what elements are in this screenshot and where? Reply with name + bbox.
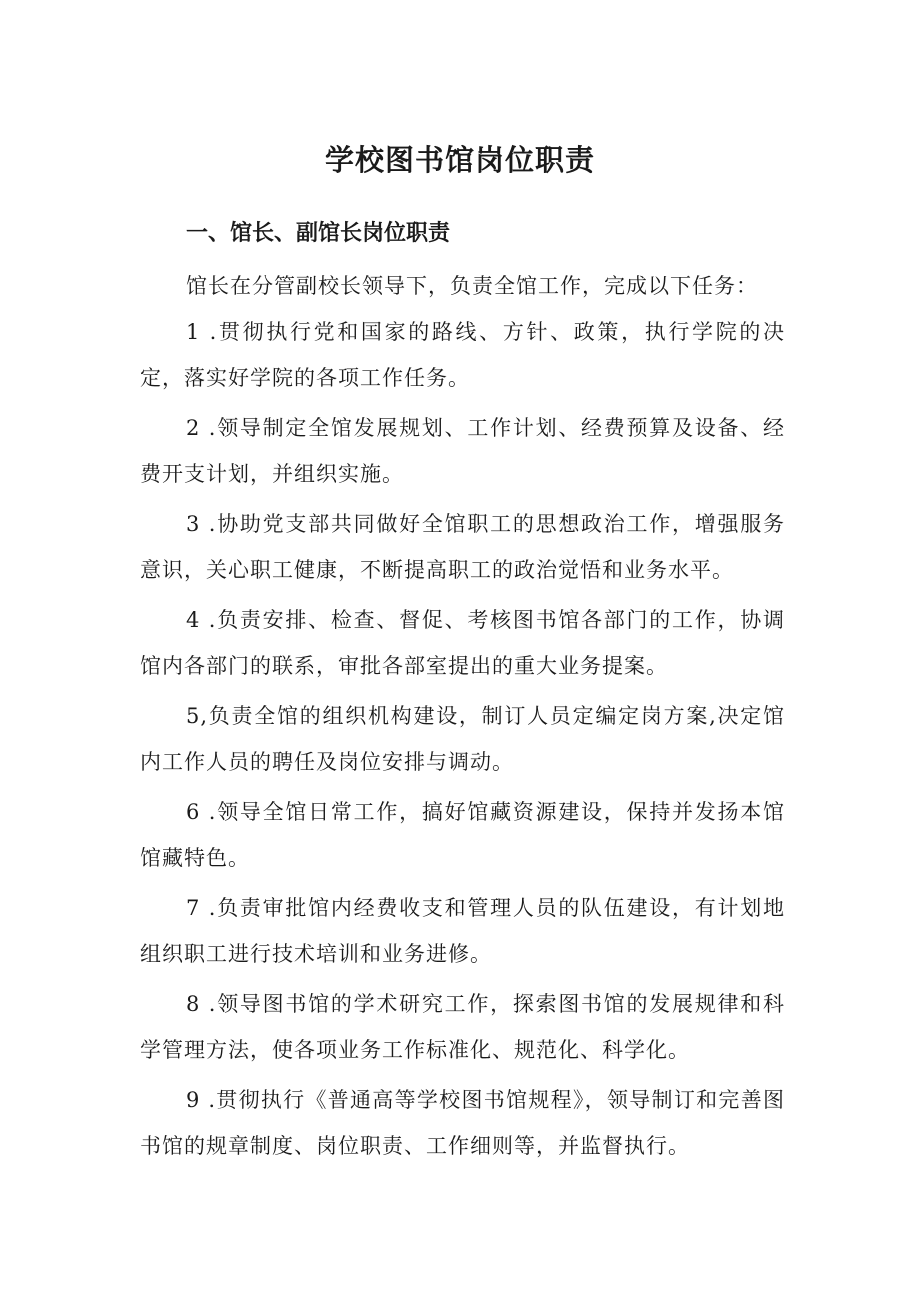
duty-item-2: 2 .领导制定全馆发展规划、工作计划、经费预算及设备、经费开支计划，并组织实施。 <box>140 416 785 486</box>
duty-item-8: 8 .领导图书馆的学术研究工作，探索图书馆的发展规律和科学管理方法，使各项业务工作标准化、规范化、科学化。 <box>140 992 785 1062</box>
duty-item-6: 6 .领导全馆日常工作，搞好馆藏资源建设，保持并发扬本馆馆藏特色。 <box>140 800 785 870</box>
duty-item-1: 1 .贯彻执行党和国家的路线、方针、政策，执行学院的决定，落实好学院的各项工作任务。 <box>140 320 785 390</box>
section-heading: 一、馆长、副馆长岗位职责 <box>186 221 451 246</box>
duty-item-7: 7 .负责审批馆内经费收支和管理人员的队伍建设，有计划地组织职工进行技术培训和业务进修。 <box>140 896 785 966</box>
intro-paragraph: 馆长在分管副校长领导下，负责全馆工作，完成以下任务： <box>186 274 758 298</box>
document-title: 学校图书馆岗位职责 <box>324 143 595 177</box>
duty-item-3: 3 .协助党支部共同做好全馆职工的思想政治工作，增强服务意识，关心职工健康，不断提高职工的政治觉悟和业务水平。 <box>140 512 785 582</box>
duty-item-5: 5,负责全馆的组织机构建设，制订人员定编定岗方案,决定馆内工作人员的聘任及岗位安排与调动。 <box>140 704 785 774</box>
duty-item-9: 9 .贯彻执行《普通高等学校图书馆规程》，领导制订和完善图书馆的规章制度、岗位职责、工作细则等，并监督执行。 <box>140 1088 785 1158</box>
duty-item-4: 4 .负责安排、检查、督促、考核图书馆各部门的工作，协调馆内各部门的联系，审批各部室提出的重大业务提案。 <box>140 608 785 678</box>
document-body <box>140 263 785 1173</box>
